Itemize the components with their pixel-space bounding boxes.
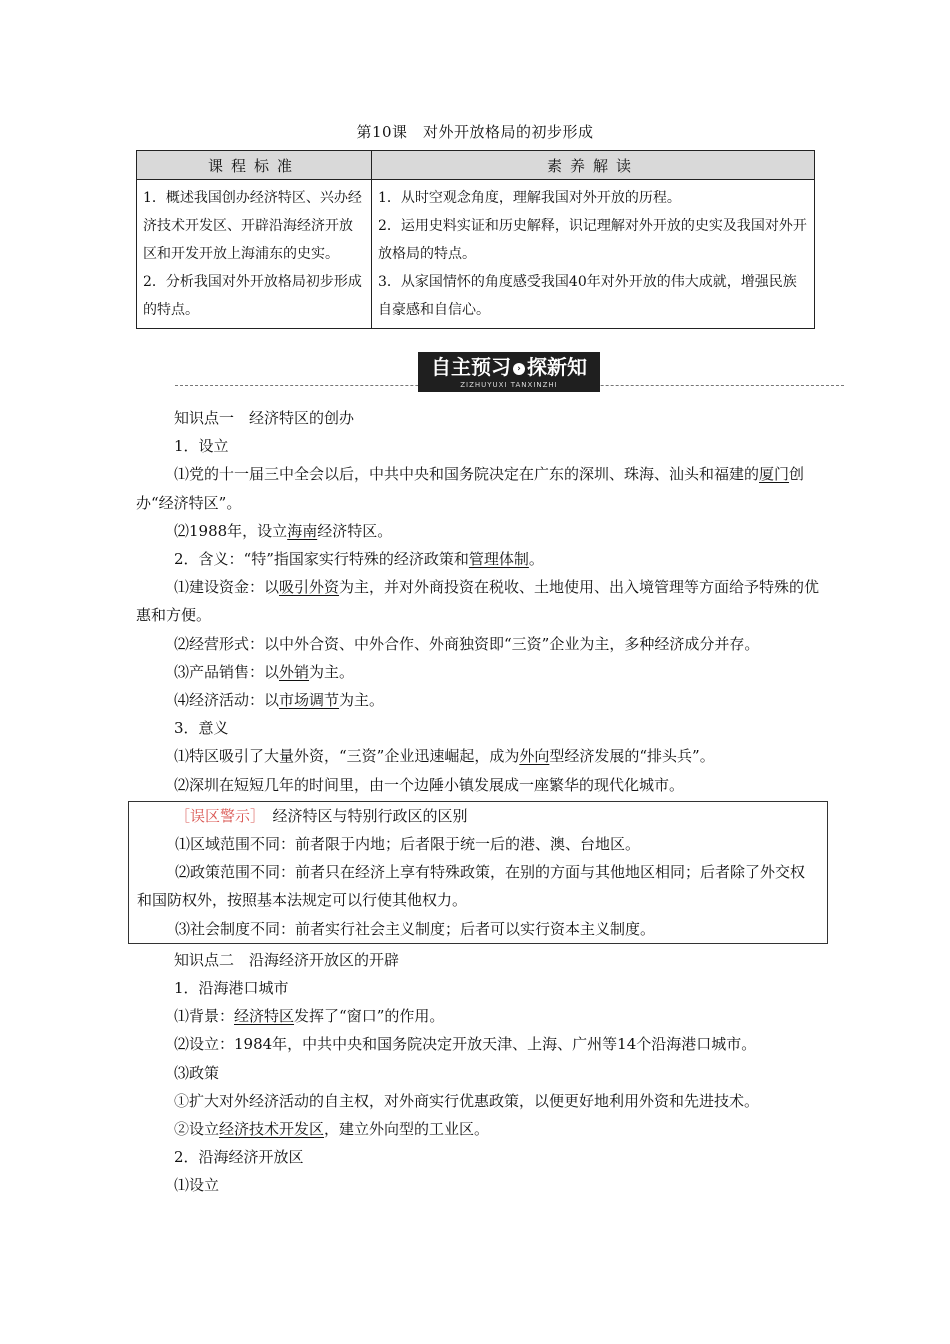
standard-cell [137, 180, 372, 329]
curriculum-table [136, 150, 815, 329]
paragraph: ⑵经营形式：以中外合资、中外合作、外商独资即“三资”企业为主，多种经济成分并存。 [174, 634, 760, 653]
paragraph: ⑵深圳在短短几年的时间里，由一个边陲小镇发展成一座繁华的现代化城市。 [174, 775, 685, 794]
warning-item: ⑶社会制度不同：前者实行社会主义制度；后者可以实行资本主义制度。 [175, 919, 656, 938]
paragraph: 2．含义：“特”指国家实行特殊的经济政策和管理体制。 [174, 550, 544, 569]
paragraph: ⑶政策 [174, 1063, 220, 1082]
main-content [136, 404, 820, 1200]
sub-heading: 1．沿海港口城市 [174, 979, 289, 998]
banner-box [418, 352, 600, 392]
sub-heading: 2．沿海经济开放区 [174, 1148, 304, 1167]
paragraph: ①扩大对外经济活动的自主权，对外商实行优惠政策，以便更好地利用外资和先进技术。 [174, 1091, 760, 1110]
paragraph: ⑴特区吸引了大量外资，“三资”企业迅速崛起，成为外向型经济发展的“排头兵”。 [174, 747, 715, 766]
page-title: 第10课 对外开放格局的初步形成 [356, 123, 594, 141]
paragraph: ②设立经济技术开发区，建立外向型的工业区。 [174, 1120, 490, 1139]
warning-tag: ［误区警示］ [175, 806, 258, 825]
standard-item: 2．分析我国对外开放格局初步形成的特点。 [143, 274, 362, 318]
section-heading: 知识点一 经济特区的创办 [174, 409, 355, 427]
literacy-item: 2．运用史料实证和历史解释，识记理解对外开放的史实及我国对外开放格局的特点。 [378, 218, 807, 262]
section-heading: 知识点二 沿海经济开放区的开辟 [174, 950, 400, 969]
paragraph: ⑴党的十一届三中全会以后，中共中央和国务院决定在广东的深圳、珠海、汕头和福建的厦门创办“经济特区”。 [136, 465, 805, 512]
paragraph: ⑴背景：经济特区发挥了“窗口”的作用。 [174, 1007, 445, 1026]
banner-subtitle: ZIZHUYUXI TANXINZHI [460, 381, 558, 389]
section-banner [175, 352, 844, 392]
warning-box [128, 801, 828, 944]
paragraph: ⑶产品销售：以外销为主。 [174, 662, 355, 681]
paragraph: ⑵1988年，设立海南经济特区。 [174, 521, 393, 540]
warning-item: ⑵政策范围不同：前者只在经济上享有特殊政策，在别的方面与其他地区相同；后者除了外交权和国防权外，按照基本法规定可以行使其他权力。 [137, 863, 806, 910]
paragraph: ⑵设立：1984年，中共中央和国务院决定开放天津、上海、广州等14个沿海港口城市。 [174, 1035, 757, 1054]
standard-item: 1．概述我国创办经济特区、兴办经济技术开发区、开辟沿海经济开放区和开发开放上海浦东的史实。 [143, 190, 362, 262]
warning-title: ［误区警示］ 经济特区与特别行政区的区别 [175, 806, 468, 825]
literacy-cell [372, 180, 815, 329]
paragraph: ⑷经济活动：以市场调节为主。 [174, 691, 385, 710]
literacy-item: 3．从家国情怀的角度感受我国40年对外开放的伟大成就，增强民族自豪感和自信心。 [378, 274, 797, 318]
table-header-literacy: 素养解读 [372, 151, 815, 180]
paragraph: ⑴建设资金：以吸引外资为主，并对外商投资在税收、土地使用、出入境管理等方面给予特殊的优惠和方便。 [136, 578, 820, 625]
table-header-standard: 课程标准 [137, 151, 372, 180]
arrow-right-icon: › [513, 363, 525, 375]
sub-heading: 3．意义 [174, 719, 229, 738]
sub-heading: 1．设立 [174, 437, 229, 456]
paragraph: ⑴设立 [174, 1176, 220, 1195]
banner-title: 自主预习 › 探新知 [431, 355, 587, 379]
literacy-item: 1．从时空观念角度，理解我国对外开放的历程。 [378, 190, 681, 206]
warning-item: ⑴区域范围不同：前者限于内地；后者限于统一后的港、澳、台地区。 [175, 835, 641, 854]
